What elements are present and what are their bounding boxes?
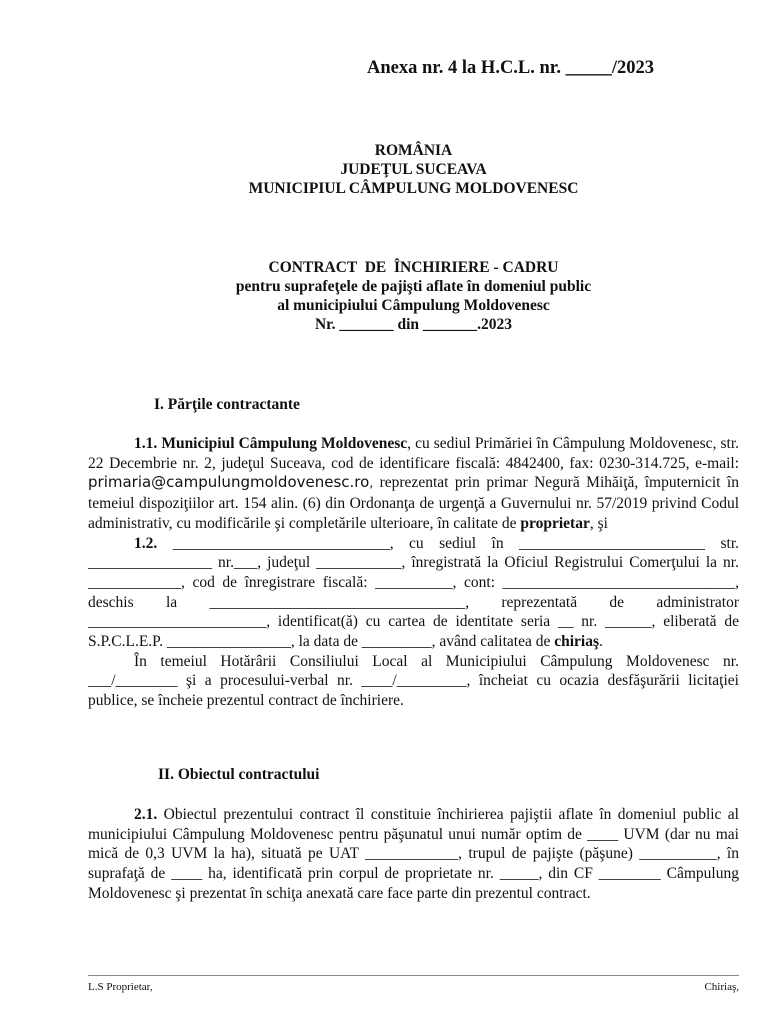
paragraph-1-3-text: În temeiul Hotărârii Consiliului Local al Municipiului Câmpulung Moldovenesc nr. ___/________ şi a procesului-verbal nr. ____/_________, încheiat cu ocazia desfăşurării licitaţiei publice, se încheie prezentul contract de închiriere. <box>88 652 739 710</box>
paragraph-1-1 <box>88 434 739 534</box>
paragraph-1-1-text-b: reprezentat prin primar Negură Mihăiţă, împuternicit în temeiul dispoziţiilor art. 154 alin. (6) din Ordonanţa de urgenţă a Guvernului nr. 57/2019 privind Codul administrativ, cu modificările şi completările ulterioare, în calitate de <box>88 474 739 532</box>
email-suffix: , <box>369 476 374 491</box>
footer-divider <box>88 975 739 976</box>
annex-reference: Anexa nr. 4 la H.C.L. nr. _____/2023 <box>367 58 654 78</box>
paragraph-2-1 <box>88 805 739 904</box>
paragraph-1-1-end: , şi <box>589 514 608 532</box>
paragraph-2-1-text: Obiectul prezentului contract îl constituie închirierea pajiştii aflate în domeniul public al municipiului Câmpulung Moldovenesc pentru păşunatul unui număr optim de ____ UVM (dar nu mai mică de 0,3 UVM la ha), situată pe UAT ____________, trupul de pajişte (păşune) __________, în suprafaţă de ____ ha, identificată prin corpul de proprietate nr. _____, din CF ________ Câmpulung Moldovenesc şi prezentat în schiţa anexată care face parte din prezentul contract. <box>88 806 739 902</box>
title-line-1: CONTRACT DE ÎNCHIRIERE - CADRU <box>268 259 559 276</box>
paragraph-2-1-number: 2.1. <box>134 806 158 823</box>
contract-title <box>88 258 739 334</box>
title-line-3: al municipiului Câmpulung Moldovenesc <box>277 297 550 314</box>
party-1-name: Municipiul Câmpulung Moldovenesc <box>161 435 408 452</box>
footer-owner-signature: L.S Proprietar, <box>88 981 153 993</box>
section-1-body <box>88 434 739 711</box>
section-2-body <box>88 805 739 904</box>
paragraph-1-1-number: 1.1. <box>134 435 158 452</box>
document-header <box>88 141 739 198</box>
header-county: JUDEŢUL SUCEAVA <box>340 161 487 178</box>
paragraph-1-1-text-a: , cu sediul Primăriei în Câmpulung Moldovenesc, str. 22 Decembrie nr. 2, judeţul Suceava, cod de identificare fiscală: 4842400, fax: 0230-314.725, e-mail: <box>88 435 740 472</box>
title-line-4: Nr. _______ din _______.2023 <box>314 316 513 333</box>
title-line-2: pentru suprafeţele de pajişti aflate în domeniul public <box>235 278 592 295</box>
section-1-heading: I. Părţile contractante <box>154 396 300 413</box>
paragraph-1-2-text: ____________________________, cu sediul în ________________________ str. ________________ nr.___, judeţul ___________, înregistrată la Oficiul Registrului Comerţului la nr. ____________, cod de înregistrare fiscală: __________, cont: ______________________________, deschis la _________________________________, reprezentată de administrator _______________________, identificat(ă) cu cartea de identitate seria __ nr. ______, eliberată de S.P.C.L.E.P. ________________, la data de _________, având calitatea de <box>88 534 739 651</box>
paragraph-1-2-end: . <box>599 633 603 651</box>
paragraph-1-2 <box>88 534 739 652</box>
paragraph-1-3 <box>88 652 739 711</box>
header-municipality: MUNICIPIUL CÂMPULUNG MOLDOVENESC <box>248 180 579 197</box>
header-country: ROMÂNIA <box>374 142 453 159</box>
section-2-heading: II. Obiectul contractului <box>158 766 320 783</box>
party-2-role: chiriaş <box>554 633 599 651</box>
paragraph-1-2-number: 1.2. <box>134 534 158 552</box>
footer-tenant-signature: Chiriaş, <box>704 981 739 993</box>
email-address: primaria@campulungmoldovenesc.ro <box>88 473 370 492</box>
party-1-role: proprietar <box>520 514 590 532</box>
